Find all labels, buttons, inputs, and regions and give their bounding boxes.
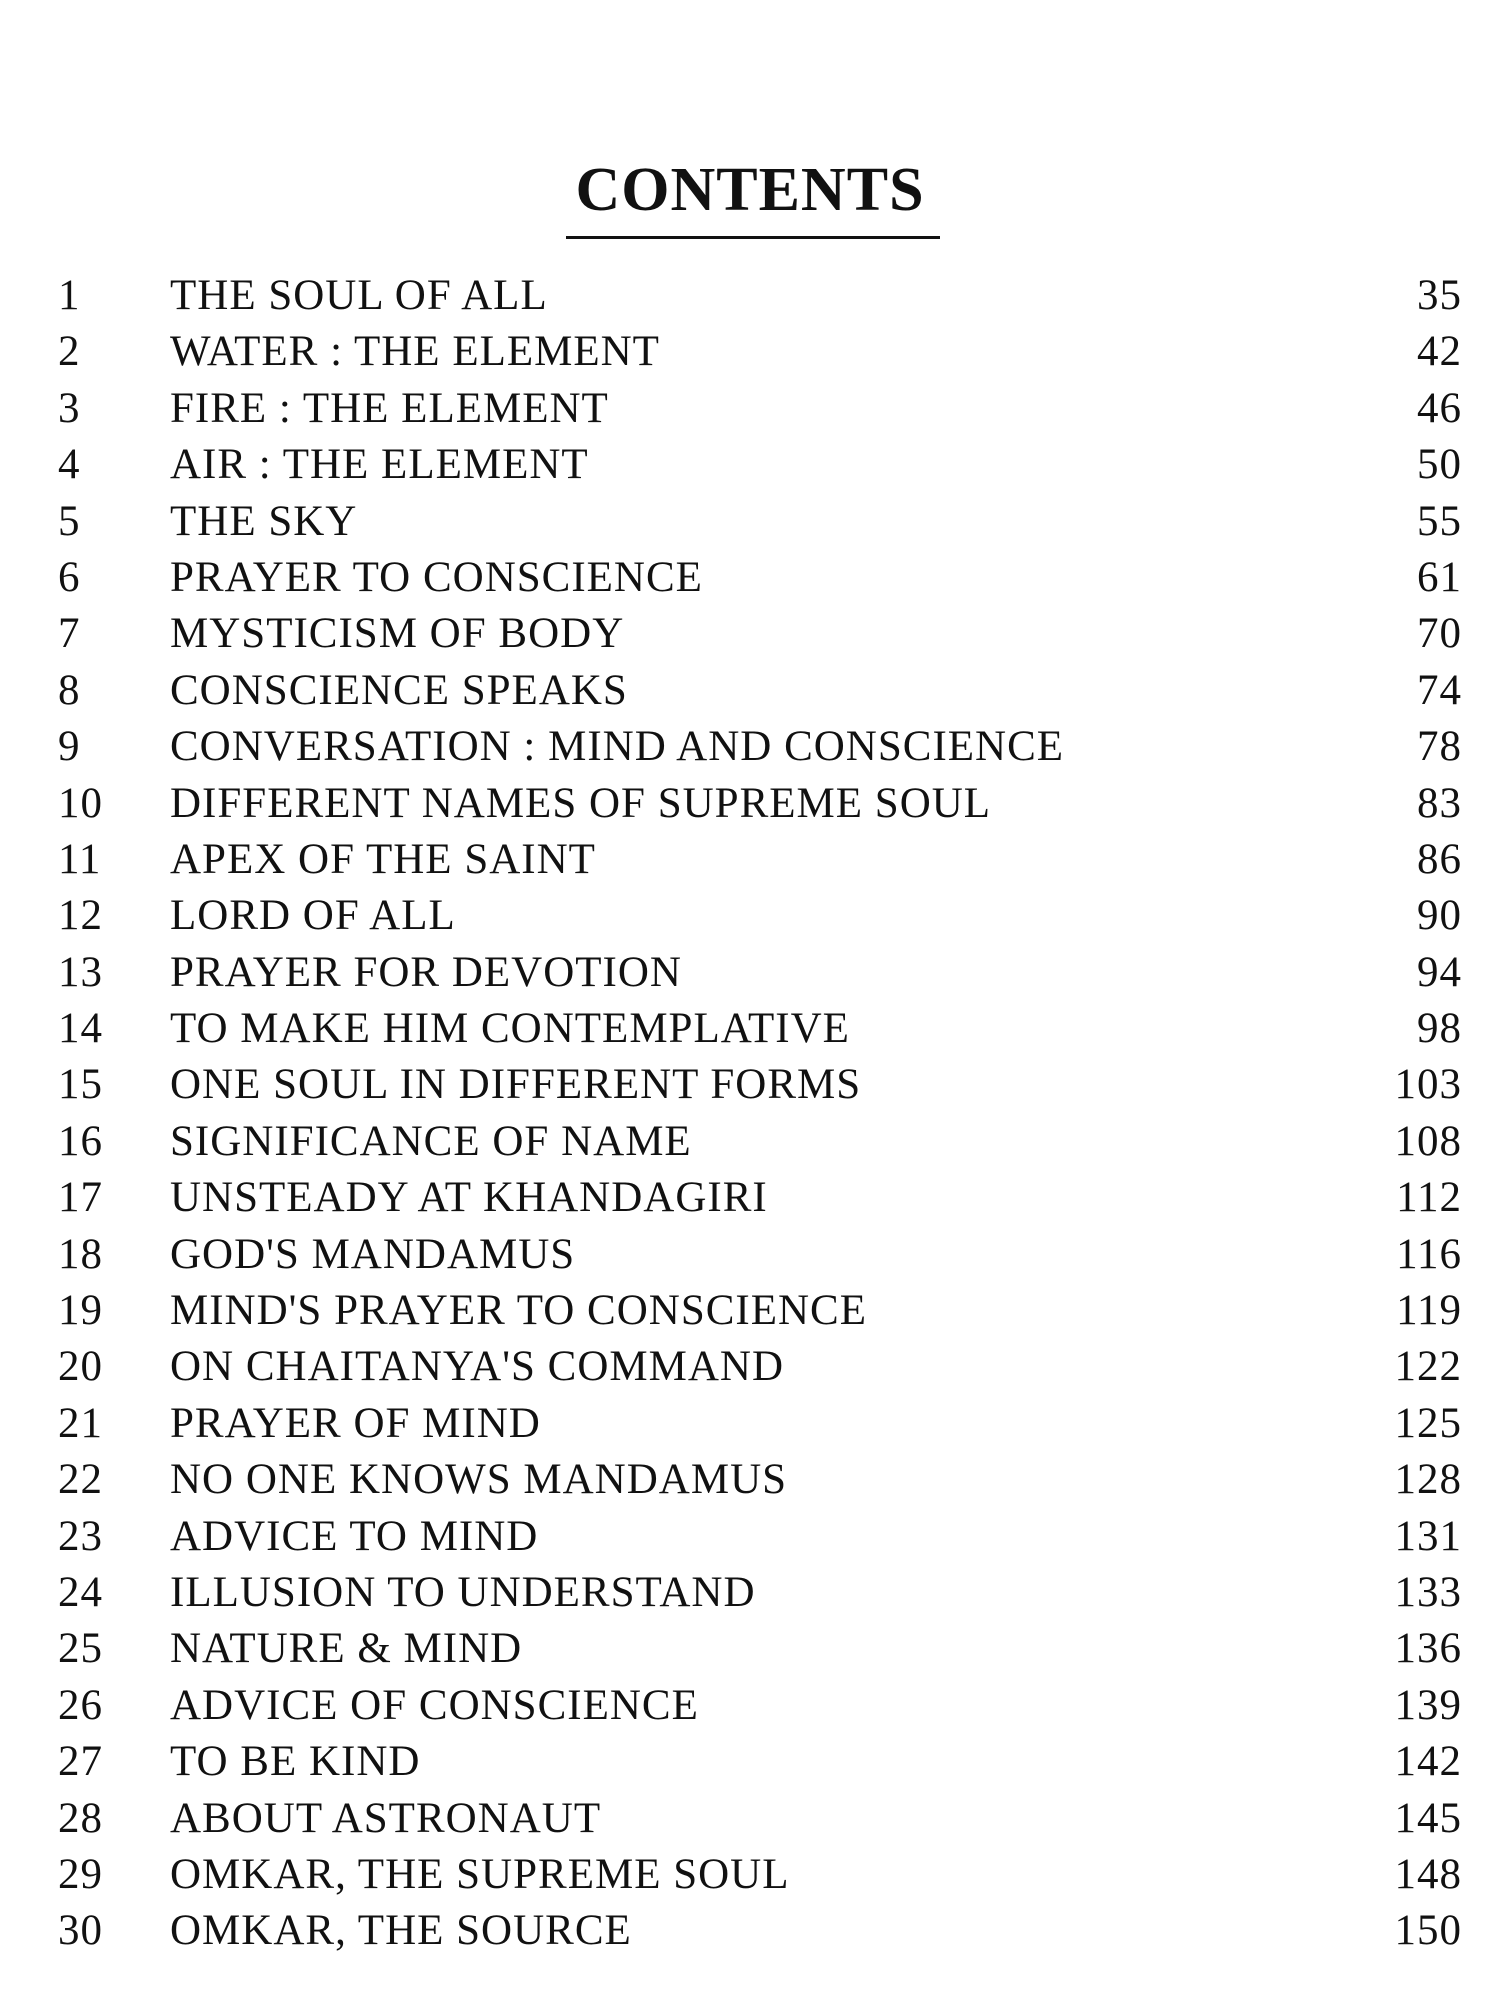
entry-number: 23: [58, 1512, 103, 1560]
toc-entry: [0, 888, 1500, 944]
entry-number: 18: [58, 1230, 103, 1278]
entry-title: OMKAR, THE SOURCE: [170, 1907, 632, 1955]
entry-title: MYSTICISM OF BODY: [170, 610, 625, 658]
entry-number: 29: [58, 1850, 103, 1898]
entry-page-number: 116: [1396, 1230, 1462, 1278]
entry-page-number: 94: [1417, 948, 1462, 996]
toc-entry: [0, 1734, 1500, 1790]
toc-entry: [0, 1339, 1500, 1395]
entry-page-number: 46: [1417, 384, 1462, 432]
toc-entry: [0, 1001, 1500, 1057]
entry-number: 16: [58, 1117, 103, 1165]
entry-title: MIND'S PRAYER TO CONSCIENCE: [170, 1287, 868, 1335]
entry-title: NO ONE KNOWS MANDAMUS: [170, 1456, 788, 1504]
entry-number: 12: [58, 892, 103, 940]
entry-page-number: 78: [1417, 723, 1462, 771]
entry-page-number: 42: [1417, 328, 1462, 376]
toc-entry: [0, 1791, 1500, 1847]
toc-entry: [0, 550, 1500, 606]
entry-title: DIFFERENT NAMES OF SUPREME SOUL: [170, 779, 992, 827]
entry-number: 9: [58, 723, 81, 771]
entry-title: PRAYER FOR DEVOTION: [170, 948, 682, 996]
entry-title: PRAYER TO CONSCIENCE: [170, 553, 703, 601]
entry-page-number: 150: [1394, 1907, 1462, 1955]
table-of-contents: [0, 268, 1500, 1960]
entry-page-number: 55: [1417, 497, 1462, 545]
toc-entry: [0, 776, 1500, 832]
entry-title: PRAYER OF MIND: [170, 1399, 541, 1447]
entry-number: 19: [58, 1287, 103, 1335]
entry-title: CONSCIENCE SPEAKS: [170, 666, 628, 714]
entry-title: ABOUT ASTRONAUT: [170, 1794, 602, 1842]
toc-entry: [0, 1114, 1500, 1170]
entry-title: LORD OF ALL: [170, 892, 456, 940]
toc-entry: [0, 606, 1500, 662]
toc-entry: [0, 1903, 1500, 1959]
toc-entry: [0, 1509, 1500, 1565]
entry-page-number: 119: [1396, 1287, 1462, 1335]
entry-title: THE SOUL OF ALL: [170, 272, 548, 319]
entry-page-number: 108: [1394, 1117, 1462, 1165]
entry-number: 4: [58, 441, 81, 489]
entry-page-number: 128: [1394, 1456, 1462, 1504]
entry-number: 6: [58, 553, 81, 601]
entry-title: CONVERSATION : MIND AND CONSCIENCE: [170, 723, 1065, 771]
toc-entry: [0, 945, 1500, 1001]
entry-number: 26: [58, 1681, 103, 1729]
toc-entry: [0, 719, 1500, 775]
entry-number: 2: [58, 328, 81, 376]
toc-entry: [0, 1678, 1500, 1734]
toc-entry: [0, 1396, 1500, 1452]
entry-page-number: 139: [1394, 1681, 1462, 1729]
entry-page-number: 98: [1417, 1005, 1462, 1053]
entry-page-number: 112: [1396, 1174, 1462, 1222]
toc-entry: [0, 832, 1500, 888]
entry-number: 24: [58, 1568, 103, 1616]
entry-number: 21: [58, 1399, 103, 1447]
entry-title: TO BE KIND: [170, 1738, 421, 1786]
entry-page-number: 70: [1417, 610, 1462, 658]
entry-page-number: 136: [1394, 1625, 1462, 1673]
entry-title: SIGNIFICANCE OF NAME: [170, 1117, 692, 1165]
entry-title: APEX OF THE SAINT: [170, 835, 596, 883]
entry-number: 5: [58, 497, 81, 545]
entry-page-number: 131: [1394, 1512, 1462, 1560]
entry-page-number: 86: [1417, 835, 1462, 883]
entry-title: NATURE & MIND: [170, 1625, 523, 1673]
toc-entry: [0, 1452, 1500, 1508]
entry-page-number: 125: [1394, 1399, 1462, 1447]
entry-number: 1: [58, 272, 81, 319]
toc-entry: [0, 1283, 1500, 1339]
entry-title: GOD'S MANDAMUS: [170, 1230, 576, 1278]
entry-number: 10: [58, 779, 103, 827]
entry-page-number: 74: [1417, 666, 1462, 714]
entry-page-number: 142: [1394, 1738, 1462, 1786]
contents-heading: CONTENTS: [575, 156, 925, 224]
entry-number: 8: [58, 666, 81, 714]
entry-title: ON CHAITANYA'S COMMAND: [170, 1343, 785, 1391]
toc-entry: [0, 494, 1500, 550]
toc-entry: [0, 1057, 1500, 1113]
entry-title: ILLUSION TO UNDERSTAND: [170, 1568, 756, 1616]
toc-entry: [0, 1170, 1500, 1226]
toc-entry: [0, 663, 1500, 719]
entry-page-number: 50: [1417, 441, 1462, 489]
toc-entry: [0, 1621, 1500, 1677]
entry-title: FIRE : THE ELEMENT: [170, 384, 609, 432]
toc-entry: [0, 1565, 1500, 1621]
entry-number: 28: [58, 1794, 103, 1842]
entry-number: 3: [58, 384, 81, 432]
entry-number: 25: [58, 1625, 103, 1673]
entry-number: 22: [58, 1456, 103, 1504]
entry-page-number: 148: [1394, 1850, 1462, 1898]
entry-page-number: 83: [1417, 779, 1462, 827]
heading-underline: [566, 236, 940, 239]
entry-page-number: 122: [1394, 1343, 1462, 1391]
entry-number: 17: [58, 1174, 103, 1222]
entry-number: 30: [58, 1907, 103, 1955]
entry-title: ONE SOUL IN DIFFERENT FORMS: [170, 1061, 862, 1109]
entry-number: 11: [58, 835, 102, 883]
entry-page-number: 61: [1417, 553, 1462, 601]
entry-page-number: 145: [1394, 1794, 1462, 1842]
toc-entry: [0, 324, 1500, 380]
entry-title: UNSTEADY AT KHANDAGIRI: [170, 1174, 768, 1222]
entry-title: TO MAKE HIM CONTEMPLATIVE: [170, 1005, 850, 1053]
entry-page-number: 103: [1394, 1061, 1462, 1109]
entry-page-number: 133: [1394, 1568, 1462, 1616]
entry-title: OMKAR, THE SUPREME SOUL: [170, 1850, 790, 1898]
entry-title: ADVICE TO MIND: [170, 1512, 539, 1560]
entry-number: 27: [58, 1738, 103, 1786]
entry-number: 15: [58, 1061, 103, 1109]
entry-number: 20: [58, 1343, 103, 1391]
entry-title: THE SKY: [170, 497, 358, 545]
entry-title: ADVICE OF CONSCIENCE: [170, 1681, 699, 1729]
entry-number: 14: [58, 1005, 103, 1053]
entry-number: 7: [58, 610, 81, 658]
toc-entry: [0, 437, 1500, 493]
entry-number: 13: [58, 948, 103, 996]
entry-title: WATER : THE ELEMENT: [170, 328, 660, 376]
entry-page-number: 90: [1417, 892, 1462, 940]
toc-entry: [0, 381, 1500, 437]
toc-entry: [0, 1227, 1500, 1283]
toc-entry: [0, 268, 1500, 324]
toc-entry: [0, 1847, 1500, 1903]
entry-title: AIR : THE ELEMENT: [170, 441, 589, 489]
entry-page-number: 35: [1417, 272, 1462, 319]
